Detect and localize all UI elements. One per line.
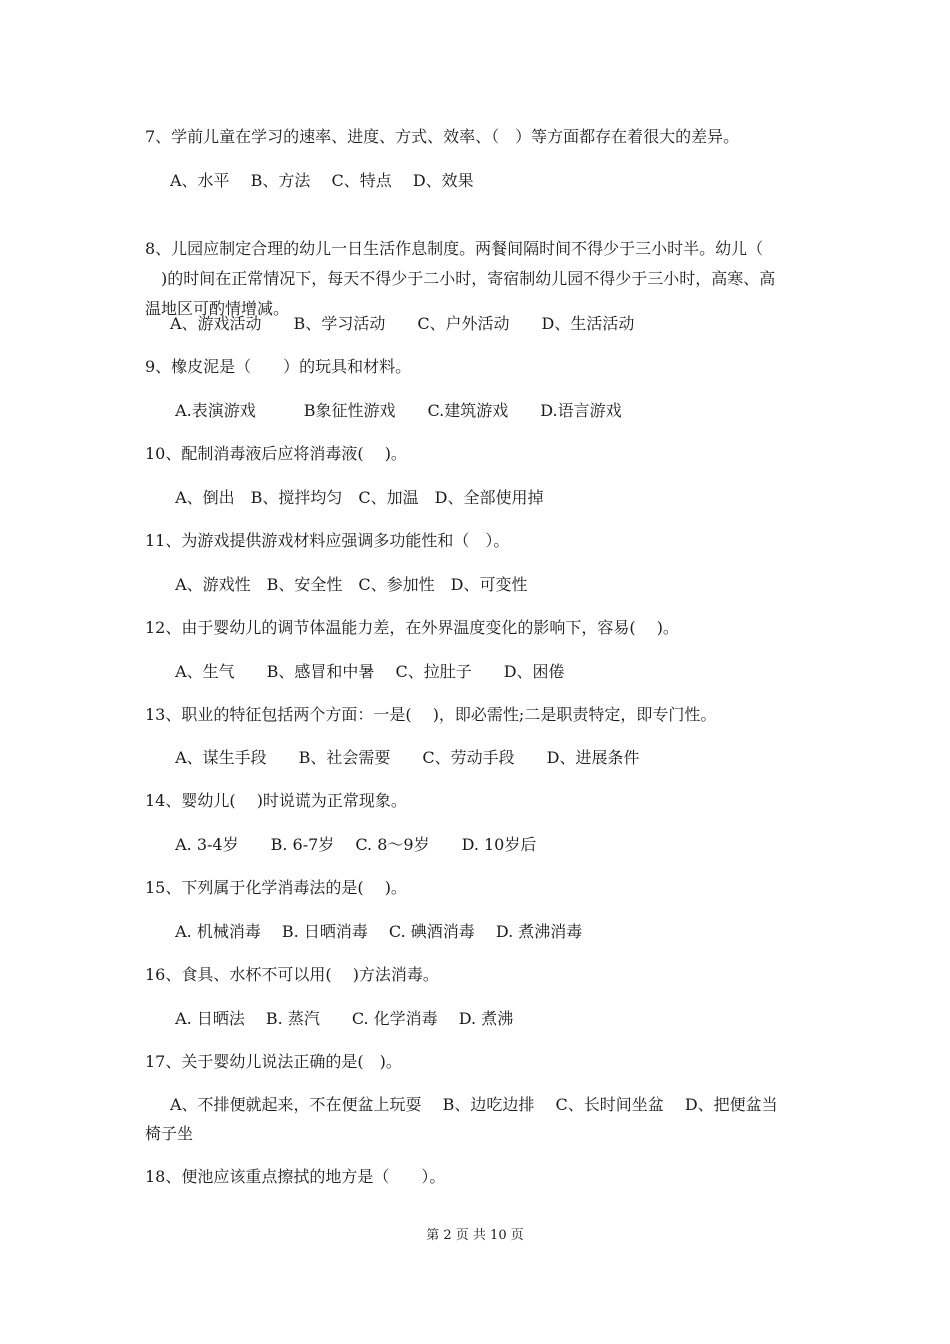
question-options: A、谋生手段 B、社会需要 C、劳动手段 D、进展条件: [170, 748, 640, 767]
question-stem: 15、下列属于化学消毒法的是( )。: [145, 878, 407, 897]
question-stem: 17、关于婴幼儿说法正确的是( )。: [145, 1052, 402, 1071]
question-options: 椅子坐: [145, 1124, 194, 1143]
question-stem: 11、为游戏提供游戏材料应强调多功能性和（ ）。: [145, 531, 510, 550]
question-stem: 10、配制消毒液后应将消毒液( )。: [145, 444, 407, 463]
question-options: A. 日晒法 B. 蒸汽 C. 化学消毒 D. 煮沸: [170, 1009, 514, 1028]
question-options: A. 机械消毒 B. 日晒消毒 C. 碘酒消毒 D. 煮沸消毒: [170, 922, 583, 941]
question-stem: 9、橡皮泥是（ ）的玩具和材料。: [145, 357, 412, 376]
question-options: A、不排便就起来，不在便盆上玩耍 B、边吃边排 C、长时间坐盆 D、把便盆当: [170, 1095, 778, 1114]
question-options: A、游戏性 B、安全性 C、参加性 D、可变性: [170, 575, 528, 594]
question-stem: 8、儿园应制定合理的幼儿一日生活作息制度。两餐间隔时间不得少于三小时半。幼儿（: [145, 239, 764, 258]
question-options: A.表演游戏 B象征性游戏 C.建筑游戏 D.语言游戏: [170, 401, 622, 420]
question-stem: 16、食具、水杯不可以用( )方法消毒。: [145, 965, 439, 984]
question-stem: 13、职业的特征包括两个方面：一是( )，即必需性;二是职责特定，即专门性。: [145, 705, 717, 724]
question-stem: 温地区可酌情增减。: [145, 299, 290, 318]
question-options: A、水平 B、方法 C、特点 D、效果: [170, 171, 474, 190]
question-options: A、生气 B、感冒和中暑 C、拉肚子 D、困倦: [170, 662, 565, 681]
question-stem: 14、婴幼儿( )时说谎为正常现象。: [145, 791, 407, 810]
question-stem: 12、由于婴幼儿的调节体温能力差，在外界温度变化的影响下，容易( )。: [145, 618, 679, 637]
question-options: A. 3-4岁 B. 6-7岁 C. 8～9岁 D. 10岁后: [170, 835, 537, 854]
question-stem: 18、便池应该重点擦拭的地方是（ ）。: [145, 1167, 446, 1186]
page-number: 第 2 页 共 10 页: [426, 1228, 524, 1243]
question-options: A、游戏活动 B、学习活动 C、户外活动 D、生活活动: [170, 314, 635, 333]
question-options: A、倒出 B、搅拌均匀 C、加温 D、全部使用掉: [170, 488, 544, 507]
question-stem: 7、学前儿童在学习的速率、进度、方式、效率、（ ）等方面都存在着很大的差异。: [145, 127, 740, 146]
question-stem: )的时间在正常情况下，每天不得少于二小时，寄宿制幼儿园不得少于三小时，高寒、高: [145, 269, 776, 288]
